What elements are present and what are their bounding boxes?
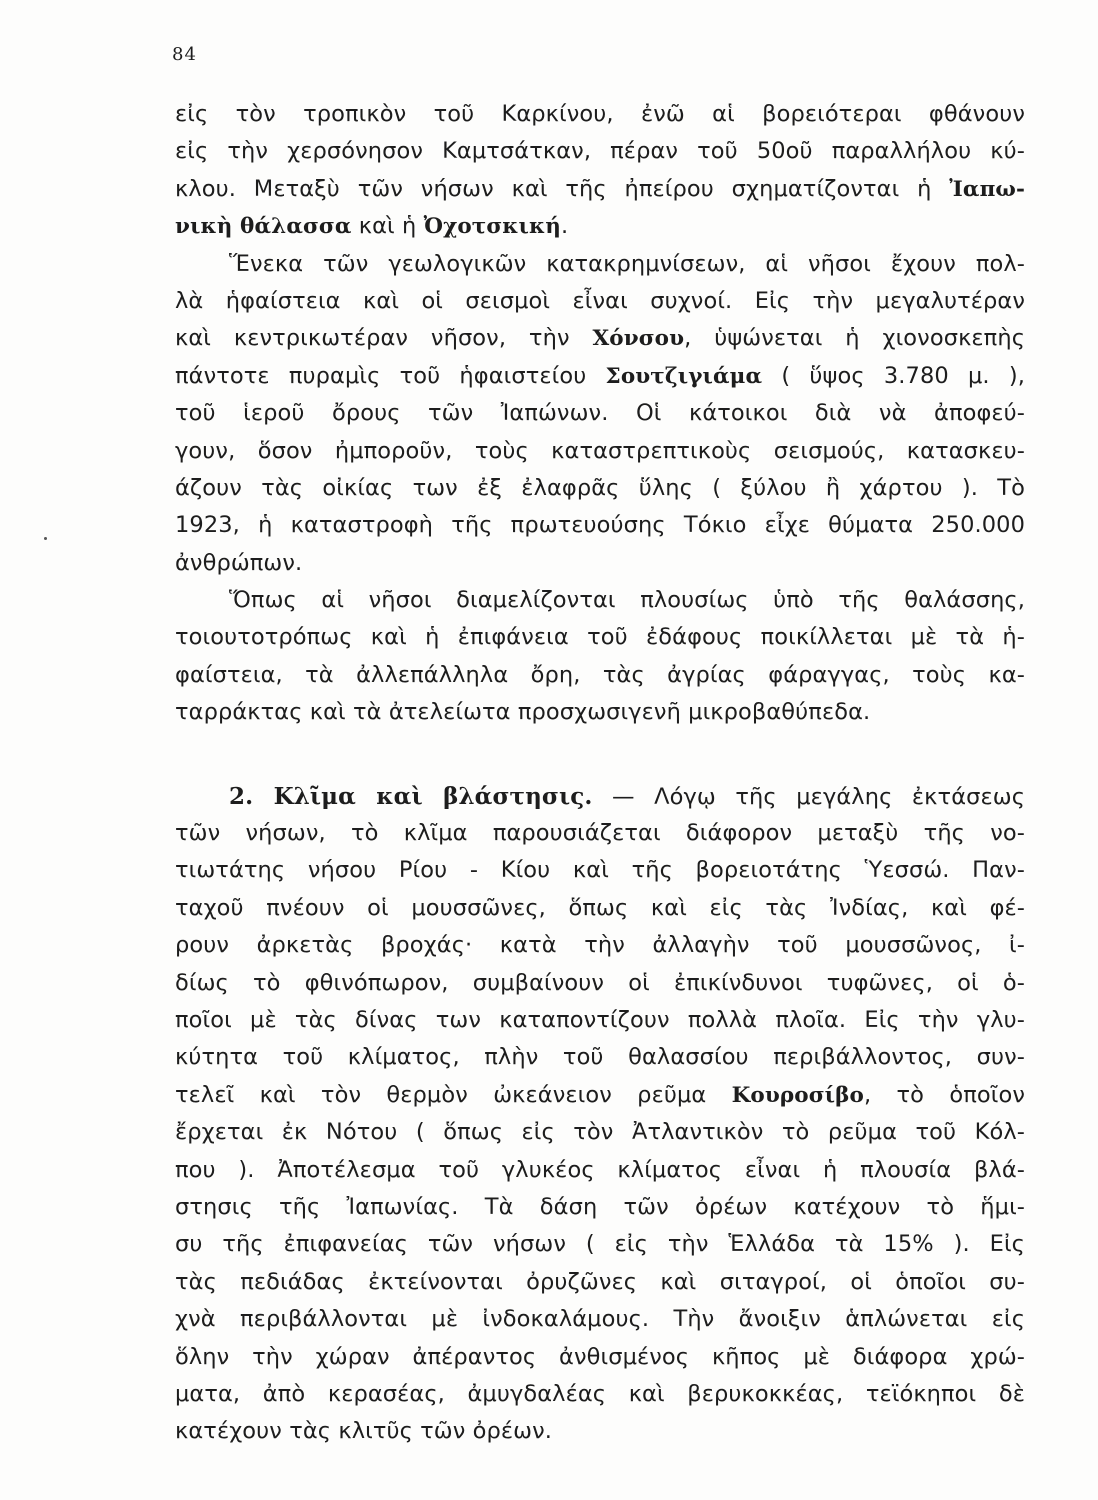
text-run: κλου. Μεταξὺ τῶν νήσων καὶ τῆς ἠπείρου σχηματίζονται ἡ: [175, 175, 950, 202]
text-line: [175, 965, 1025, 1002]
stray-ink-mark: [44, 537, 47, 540]
text-line: [175, 815, 1025, 852]
text-line: [175, 320, 1025, 357]
text-run: λὰ ἡφαίστεια καὶ οἱ σεισμοὶ εἶναι συχνοί. Εἰς τὴν μεγαλυτέραν: [175, 287, 1025, 314]
text-line: [175, 619, 1025, 656]
text-line: [175, 358, 1025, 395]
text-run: δίως τὸ φθινόπωρον, συμβαίνουν οἱ ἐπικίνδυνοι τυφῶνες, οἱ ὁ-: [175, 969, 1025, 996]
text-run: , ὑψώνεται ἡ χιονοσκεπὴς: [684, 325, 1025, 352]
text-line: [175, 890, 1025, 927]
text-line: [175, 1264, 1025, 1301]
text-run: Ὅπως αἱ νῆσοι διαμελίζονται πλουσίως ὑπὸ τῆς θαλάσσης,: [229, 587, 1025, 614]
text-run: άζουν τὰς οἰκίας των ἐξ ἐλαφρᾶς ὕλης ( ξύλου ἢ χάρτου ). Τὸ: [175, 474, 1025, 501]
text-line: [175, 545, 1025, 582]
text-line: [175, 433, 1025, 470]
text-line: [175, 927, 1025, 964]
text-run: — Λόγῳ τῆς μεγάλης ἐκτάσεως: [592, 783, 1025, 810]
text-line: [175, 852, 1025, 889]
text-line: [175, 694, 1025, 731]
text-line: [175, 208, 1025, 245]
text-run: ( ὕψος 3.780 μ. ),: [762, 362, 1025, 389]
text-line: [175, 657, 1025, 694]
bold-term: Κουροσίβο: [731, 1082, 864, 1108]
text-line: [175, 1002, 1025, 1039]
text-run: χνὰ περιβάλλονται μὲ ἰνδοκαλάμους. Τὴν ἄνοιξιν ἁπλώνεται εἰς: [175, 1306, 1025, 1333]
text-run: ποῖοι μὲ τὰς δίνας των καταποντίζουν πολλὰ πλοῖα. Εἰς τὴν γλυ-: [175, 1006, 1025, 1033]
text-run: καὶ κεντρικωτέραν νῆσον, τὴν: [175, 325, 593, 352]
text-run: ταρράκτας καὶ τὰ ἀτελείωτα προσχωσιγενῆ μικροβαθύπεδα.: [175, 699, 871, 726]
text-line: [175, 246, 1025, 283]
text-run: τοιουτοτρόπως καὶ ἡ ἐπιφάνεια τοῦ ἐδάφους ποικίλλεται μὲ τὰ ἡ-: [175, 624, 1025, 651]
text-run: τῶν νήσων, τὸ κλῖμα παρουσιάζεται διάφορον μεταξὺ τῆς νο-: [175, 820, 1025, 847]
bold-term: νικὴ θάλασσα: [175, 214, 352, 240]
text-line: [175, 582, 1025, 619]
text-run: τελεῖ καὶ τὸν θερμὸν ὠκεάνειον ρεῦμα: [175, 1081, 732, 1108]
text-run: στησις τῆς Ἰαπωνίας. Τὰ δάση τῶν ὀρέων κατέχουν τὸ ἥμι-: [175, 1193, 1025, 1220]
text-run: ματα, ἀπὸ κερασέας, ἀμυγδαλέας καὶ βερυκοκκέας, τεϊόκηποι δὲ: [175, 1380, 1025, 1407]
text-line: [175, 171, 1025, 208]
text-line: [175, 1039, 1025, 1076]
text-run: 1923, ἡ καταστροφὴ τῆς πρωτευούσης Τόκιο εἶχε θύματα 250.000: [175, 512, 1025, 539]
text-run: εἰς τὸν τροπικὸν τοῦ Καρκίνου, ἐνῶ αἱ βορειότεραι φθάνουν: [175, 101, 1025, 127]
text-run: καὶ ἡ: [351, 213, 424, 240]
text-line: [175, 507, 1025, 544]
page-number: 84: [172, 44, 197, 65]
text-line: [175, 1339, 1025, 1376]
text-line: [175, 1301, 1025, 1338]
text-line: [175, 283, 1025, 320]
text-run: τὰς πεδιάδας ἐκτείνονται ὀρυζῶνες καὶ σιταγροί, οἱ ὁποῖοι συ-: [175, 1268, 1025, 1295]
text-line: [175, 1226, 1025, 1263]
text-run: πάντοτε πυραμὶς τοῦ ἡφαιστείου: [175, 362, 606, 389]
text-line: [175, 1376, 1025, 1413]
text-run: ρουν ἀρκετὰς βροχάς· κατὰ τὴν ἀλλαγὴν τοῦ μουσσῶνος, ἰ-: [175, 932, 1025, 959]
text-run: τιωτάτης νήσου Ρίου - Κίου καὶ τῆς βορειοτάτης Ὑεσσώ. Παν-: [175, 857, 1025, 884]
paragraph: [175, 246, 1025, 583]
text-run: Ἕνεκα τῶν γεωλογικῶν κατακρημνίσεων, αἱ νῆσοι ἔχουν πολ-: [229, 250, 1025, 277]
text-line: [175, 1152, 1025, 1189]
text-run: ἔρχεται ἐκ Νότου ( ὅπως εἰς τὸν Ἀτλαντικὸν τὸ ρεῦμα τοῦ Κόλ-: [175, 1119, 1025, 1146]
text-run: ἀνθρώπων.: [175, 549, 303, 576]
text-line: [175, 96, 1025, 133]
text-run: φαίστεια, τὰ ἀλλεπάλληλα ὄρη, τὰς ἀγρίας φάραγγας, τοὺς κα-: [175, 661, 1025, 688]
section-heading: 2. Κλῖμα καὶ βλάστησις.: [229, 782, 593, 810]
text-run: τοῦ ἱεροῦ ὄρους τῶν Ἰαπώνων. Οἱ κάτοικοι διὰ νὰ ἀποφεύ-: [175, 400, 1025, 427]
paragraph: [175, 96, 1025, 246]
text-line: [175, 1077, 1025, 1114]
text-line: [175, 778, 1025, 815]
text-line: [175, 395, 1025, 432]
section-spacer: [175, 732, 1025, 778]
text-run: κατέχουν τὰς κλιτῦς τῶν ὀρέων.: [175, 1418, 553, 1445]
bold-term: Ὀχοτσκική: [423, 214, 561, 240]
bold-term: Χόνσου: [592, 326, 685, 352]
text-line: [175, 1413, 1025, 1450]
text-run: κύτητα τοῦ κλίματος, πλὴν τοῦ θαλασσίου περιβάλλοντος, συν-: [175, 1044, 1025, 1071]
text-line: [175, 1189, 1025, 1226]
text-run: γουν, ὅσον ἠμποροῦν, τοὺς καταστρεπτικοὺς σεισμούς, κατασκευ-: [175, 437, 1025, 464]
text-line: [175, 470, 1025, 507]
text-run: εἰς τὴν χερσόνησον Καμτσάτκαν, πέραν τοῦ 50οῦ παραλλήλου κύ-: [175, 138, 1025, 165]
paragraph: [175, 778, 1025, 1451]
text-run: .: [560, 213, 569, 240]
text-run: , τὸ ὁποῖον: [863, 1081, 1025, 1108]
bold-term: Σουτζιγιάμα: [605, 363, 763, 389]
text-run: που ). Ἀποτέλεσμα τοῦ γλυκέος κλίματος εἶναι ἡ πλουσία βλά-: [175, 1156, 1025, 1183]
text-line: [175, 133, 1025, 170]
text-run: συ τῆς ἐπιφανείας τῶν νήσων ( εἰς τὴν Ἑλλάδα τὰ 15% ). Εἰς: [175, 1231, 1025, 1258]
paragraph: [175, 582, 1025, 732]
bold-term: Ἰαπω-: [949, 176, 1025, 202]
text-line: [175, 1114, 1025, 1151]
text-run: ταχοῦ πνέουν οἱ μουσσῶνες, ὅπως καὶ εἰς τὰς Ἰνδίας, καὶ φέ-: [175, 894, 1025, 921]
body-text: [175, 96, 1025, 1451]
text-run: ὅλην τὴν χώραν ἀπέραντος ἀνθισμένος κῆπος μὲ διάφορα χρώ-: [175, 1343, 1025, 1370]
